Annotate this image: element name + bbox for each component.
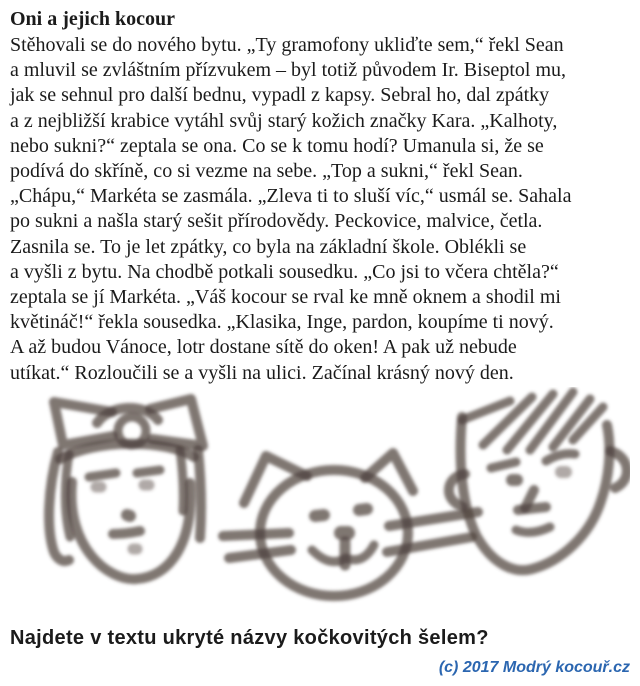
story-line: Stěhovali se do nového bytu. „Ty gramofony ukliďte sem,“ řekl Sean (10, 34, 564, 56)
story-text (10, 33, 630, 386)
story-line: zeptala se jí Markéta. „Váš kocour se rval ke mně oknem a shodil mi (10, 286, 561, 309)
copyright-note: (c) 2017 Modrý kocouř.cz (438, 658, 630, 676)
story-line: jak se sehnul pro další bednu, vypadl z kapsy. Sebral ho, dal zpátky (10, 84, 550, 107)
girl-face-drawing (49, 399, 203, 579)
story-line: utíkat.“ Rozloučili se a vyšli na ulici. Začínal krásný nový den. (10, 361, 514, 384)
task-question: Najdete v textu ukryté názvy kočkovitých šelem? (10, 626, 489, 649)
story-title: Oni a jejich kocour (10, 8, 175, 30)
boy-face-drawing (449, 392, 627, 570)
story-line: a mluvil se zvláštním přízvukem – byl totiž původem Ir. Biseptol mu, (10, 59, 567, 82)
children-drawing (10, 387, 630, 624)
story-line: a vyšli z bytu. Na chodbě potkali sousedku. „Co jsi to včera chtěla?“ (10, 260, 559, 283)
story-line: nebo sukni?“ zeptala se ona. Co se k tomu hodí? Umanula si, že se (10, 134, 544, 157)
story-line: podívá do skříně, co si vezme na sebe. „Top a sukni,“ řekl Sean. (10, 160, 523, 183)
story-line: A až budou Vánoce, lotr dostane sítě do oken! A pak už nebude (10, 336, 517, 359)
cat-face-drawing (223, 453, 478, 596)
story-line: po sukni a našla starý sešit přírodovědy. Peckovice, malvice, četla. (10, 210, 543, 233)
children-drawing-svg (10, 387, 630, 624)
story-line: květináč!“ řekla sousedka. „Klasika, Inge, pardon, koupíme ti nový. (10, 311, 554, 334)
story-line: „Chápu,“ Markéta se zasmála. „Zleva ti to sluší víc,“ usmál se. Sahala (10, 185, 572, 208)
story-line: a z nejbližší krabice vytáhl svůj starý kožich značky Kara. „Kalhoty, (10, 109, 558, 132)
story-line: Zasnila se. To je let zpátky, co byla na základní škole. Oblékli se (10, 235, 527, 258)
